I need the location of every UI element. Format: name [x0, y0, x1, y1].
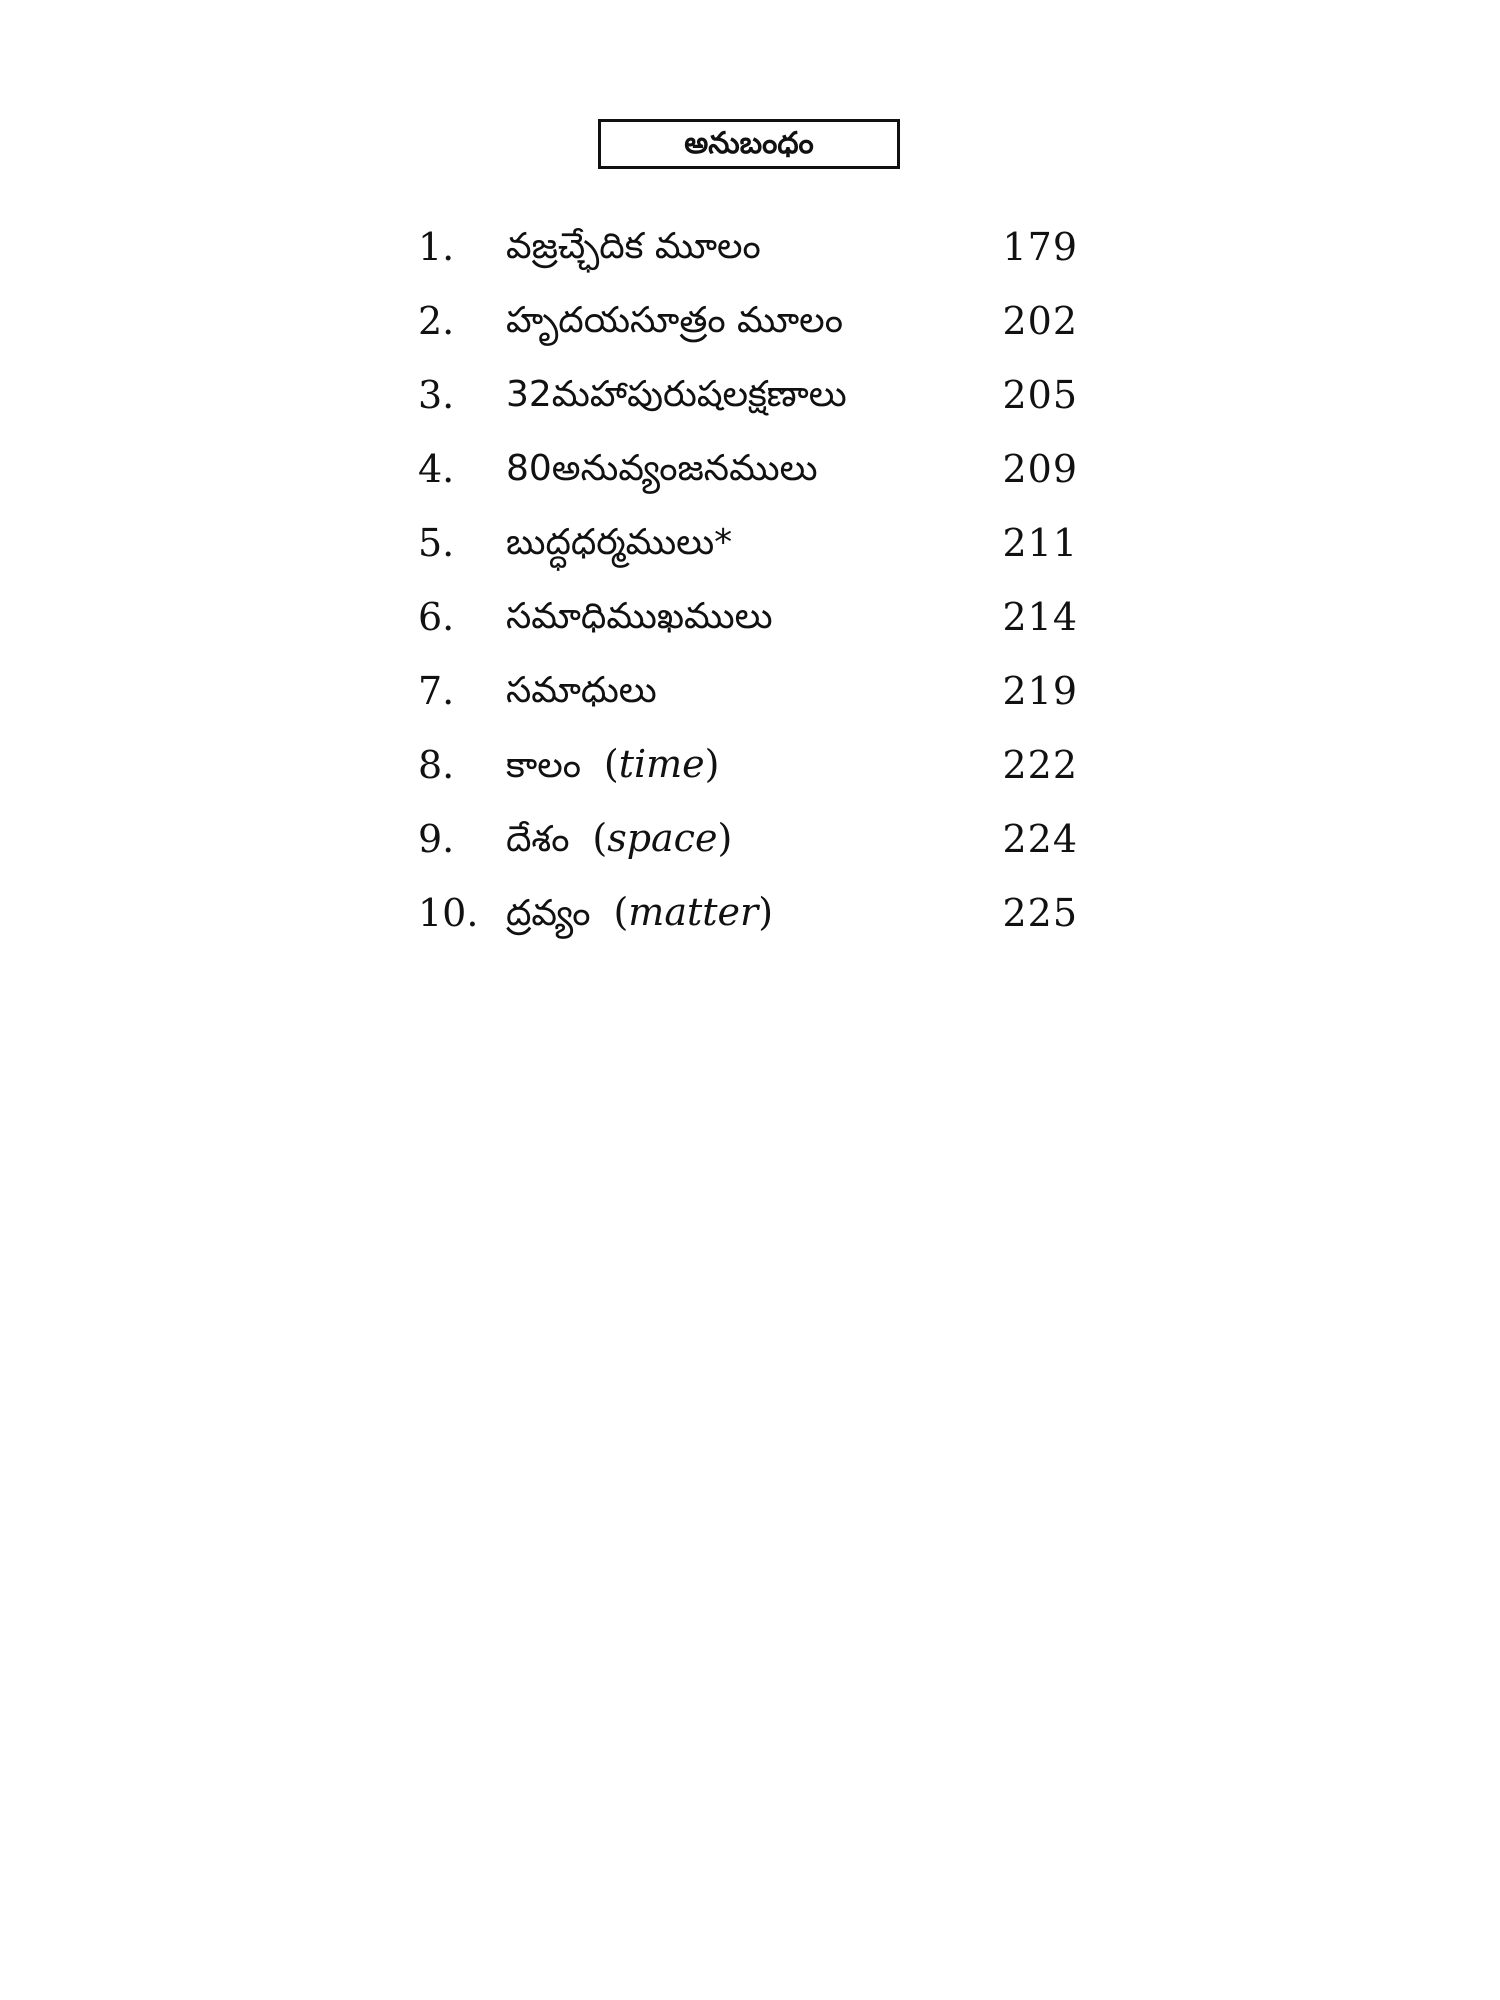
toc-entry: [418, 432, 1078, 506]
toc-entry: [418, 284, 1078, 358]
entry-title-text: 80అనువ్యంజనములు: [506, 448, 818, 489]
entry-title: [506, 210, 761, 284]
entry-number: 4.: [418, 447, 455, 491]
entry-title-text: దేశం: [506, 819, 570, 860]
close-paren: ): [758, 890, 774, 934]
entry-title: [506, 358, 847, 432]
entry-number: 2.: [418, 299, 455, 343]
entry-title: [506, 875, 773, 951]
entry-title: [506, 801, 732, 877]
toc-entry: [418, 358, 1078, 432]
entry-number: 1.: [418, 225, 455, 269]
entry-page-number: 205: [1002, 373, 1078, 417]
entry-title: [506, 284, 843, 358]
entry-title: [506, 432, 818, 506]
toc-entry: [418, 876, 1078, 950]
close-paren: ): [704, 742, 720, 786]
entry-english-term: matter: [628, 890, 759, 934]
entry-number: 5.: [418, 521, 455, 565]
table-of-contents: [418, 210, 1078, 950]
entry-number: 8.: [418, 743, 455, 787]
toc-entry: [418, 802, 1078, 876]
open-paren: (: [603, 742, 619, 786]
entry-title: [506, 580, 773, 654]
entry-english-term: time: [618, 742, 705, 786]
entry-number: 7.: [418, 669, 455, 713]
entry-title-text: బుద్ధధర్మములు*: [506, 522, 733, 563]
entry-english-term: space: [607, 816, 718, 860]
entry-number: 10.: [418, 891, 479, 935]
entry-title: [506, 506, 732, 580]
entry-title-text: 32మహాపురుషలక్షణాలు: [506, 374, 847, 415]
entry-title-text: కాలం: [506, 745, 581, 786]
toc-entry: [418, 506, 1078, 580]
entry-title-text: వజ్రచ్ఛేదిక మూలం: [506, 226, 761, 267]
close-paren: ): [717, 816, 733, 860]
open-paren: (: [613, 890, 629, 934]
page-title: అనుబంధం: [684, 126, 814, 161]
entry-page-number: 222: [1002, 743, 1078, 787]
open-paren: (: [592, 816, 608, 860]
entry-title: [506, 727, 720, 803]
toc-entry: [418, 210, 1078, 284]
entry-page-number: 179: [1002, 225, 1078, 269]
entry-page-number: 219: [1002, 669, 1078, 713]
entry-page-number: 225: [1002, 891, 1078, 935]
entry-page-number: 202: [1002, 299, 1078, 343]
entry-page-number: 224: [1002, 817, 1078, 861]
entry-title-text: సమాధిముఖములు: [506, 596, 773, 637]
heading-box: [598, 119, 900, 169]
toc-entry: [418, 580, 1078, 654]
entry-title: [506, 654, 657, 728]
entry-page-number: 214: [1002, 595, 1078, 639]
entry-title-text: సమాధులు: [506, 670, 657, 711]
toc-entry: [418, 728, 1078, 802]
entry-title-text: హృదయసూత్రం మూలం: [506, 300, 843, 341]
entry-number: 3.: [418, 373, 455, 417]
entry-title-text: ద్రవ్యం: [506, 893, 591, 934]
entry-page-number: 211: [1002, 521, 1078, 565]
entry-number: 9.: [418, 817, 455, 861]
entry-number: 6.: [418, 595, 455, 639]
entry-page-number: 209: [1002, 447, 1078, 491]
toc-entry: [418, 654, 1078, 728]
